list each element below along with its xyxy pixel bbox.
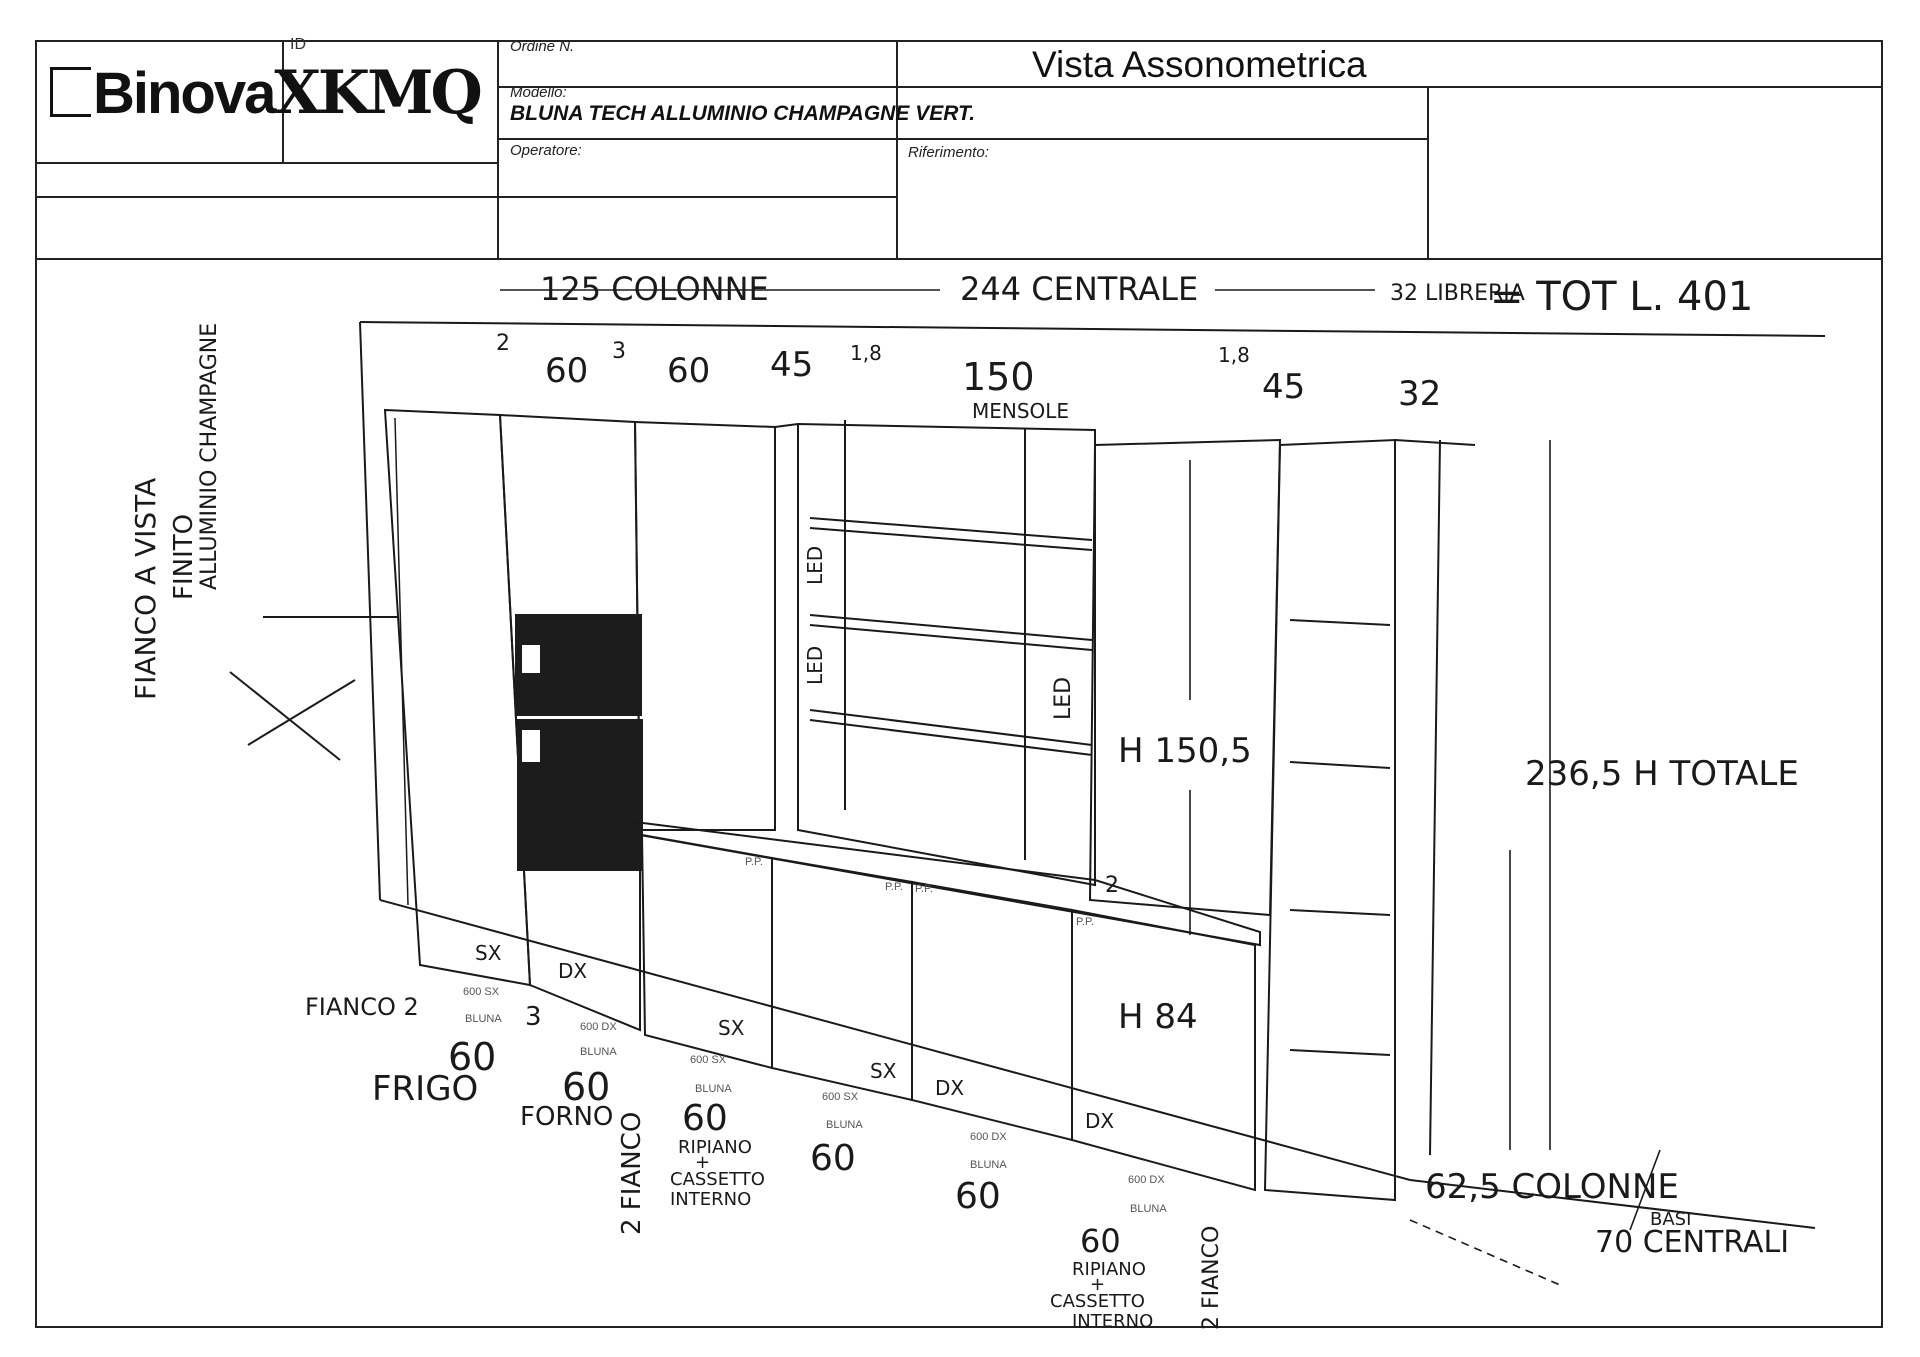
tag-pp-4: P.P.	[1076, 916, 1094, 928]
led-label-3: LED	[1051, 676, 1076, 720]
dim-1-8b: 1,8	[1218, 343, 1250, 367]
bookcase-width-label: 32 LIBRERIA	[1390, 281, 1525, 306]
base-worktop	[635, 822, 1260, 945]
frigo-label: FRIGO	[372, 1069, 479, 1109]
shelf-3	[810, 710, 1092, 745]
forno-label: FORNO	[520, 1102, 614, 1132]
id-label: ID	[290, 36, 306, 53]
tag-600dx-1: 600 DX	[580, 1021, 617, 1033]
hinge-sx-3: SX	[870, 1059, 897, 1083]
base-height-label: H 84	[1118, 997, 1198, 1037]
fianco-end-label: 2 FIANCO	[1199, 1225, 1224, 1330]
tag-bluna-4: BLUNA	[826, 1119, 863, 1131]
tag-600sx-2: 600 SX	[690, 1054, 727, 1066]
depth-bases-label-a: BASI	[1650, 1209, 1692, 1230]
fianco-2-vertical: 2 FIANCO	[617, 1111, 647, 1235]
dim-32: 32	[1398, 374, 1442, 414]
reference-label: Riferimento:	[908, 144, 989, 161]
base4-note-a: RIPIANO	[1072, 1259, 1146, 1280]
brand-logo: BinovaXKMQ	[50, 58, 480, 128]
base4-width: 60	[1080, 1222, 1121, 1260]
dim-60b: 60	[667, 351, 711, 391]
open-shelf-frame	[798, 424, 1095, 885]
dim-1-8a: 1,8	[850, 341, 882, 365]
tag-bluna-1: BLUNA	[465, 1013, 502, 1025]
tag-600dx-3: 600 DX	[1128, 1174, 1165, 1186]
base1-note-c: CASSETTO	[670, 1169, 765, 1190]
total-length-label: = TOT L. 401	[1490, 274, 1754, 320]
fianco-label: FIANCO 2	[305, 993, 419, 1021]
model-label: Modello:	[510, 84, 567, 101]
hinge-dx-1: DX	[558, 959, 588, 983]
shelf-1	[810, 518, 1092, 540]
tag-600sx-1: 600 SX	[463, 986, 500, 998]
columns-width-label: 125 COLONNE	[540, 270, 769, 308]
gap-2-label: 2	[1105, 873, 1119, 898]
base4-note-d: INTERNO	[1072, 1311, 1154, 1332]
base2-width: 60	[810, 1138, 856, 1179]
base-cabinet-3	[912, 882, 1072, 1140]
base-cabinet-4	[1072, 910, 1255, 1190]
led-label-1: LED	[803, 545, 827, 585]
base-cabinet-1	[642, 835, 772, 1068]
hinge-dx-4: DX	[1085, 1109, 1115, 1133]
dim-60a: 60	[545, 351, 589, 391]
total-height-label: 236,5 H TOTALE	[1525, 754, 1799, 794]
base1-width: 60	[682, 1098, 728, 1139]
tag-bluna-3: BLUNA	[695, 1083, 732, 1095]
base1-note-d: INTERNO	[670, 1189, 752, 1210]
led-label-2: LED	[803, 645, 827, 685]
hinge-sx-1: SX	[475, 941, 502, 965]
tag-pp-2: P.P.	[885, 881, 903, 893]
base4-note-b: +	[1090, 1274, 1106, 1295]
upper-right-cabinet	[1090, 440, 1280, 915]
tag-600dx-2: 600 DX	[970, 1131, 1007, 1143]
depth-bases-label-b: 70 CENTRALI	[1595, 1225, 1790, 1260]
frigo-width: 60	[448, 1035, 497, 1079]
shelves-label: MENSOLE	[972, 399, 1070, 423]
fridge-column	[385, 410, 530, 985]
base1-note-b: +	[695, 1152, 711, 1173]
base4-note-c: CASSETTO	[1050, 1291, 1145, 1312]
tag-bluna-6: BLUNA	[1130, 1203, 1167, 1215]
tag-pp-1: P.P.	[745, 856, 763, 868]
wall-left-edge	[360, 322, 380, 900]
depth-columns-label: 62,5 COLONNE	[1425, 1167, 1679, 1207]
upper-height-label: H 150,5	[1118, 731, 1252, 771]
dim-150: 150	[962, 355, 1035, 399]
hinge-sx-2: SX	[718, 1016, 745, 1040]
side-note-1: FIANCO A VISTA	[129, 477, 162, 700]
tag-600sx-3: 600 SX	[822, 1091, 859, 1103]
side-note-2: FINITO	[169, 513, 199, 600]
base1-note-a: RIPIANO	[678, 1137, 752, 1158]
view-title: Vista Assonometrica	[1032, 44, 1367, 85]
shelf-2	[810, 615, 1092, 640]
bookcase	[1265, 440, 1395, 1200]
tag-bluna-5: BLUNA	[970, 1159, 1007, 1171]
order-label: Ordine N.	[510, 38, 575, 55]
dim-45b: 45	[1262, 367, 1306, 407]
operator-label: Operatore:	[510, 142, 582, 159]
dim-45a: 45	[770, 345, 814, 385]
tag-pp-3: P.P.	[915, 883, 933, 895]
side-note-3: ALLUMINIO CHAMPAGNE	[197, 322, 222, 590]
dim-2: 2	[496, 331, 510, 356]
dim-3-fianco: 3	[525, 1002, 542, 1032]
wall-top-edge	[360, 322, 1825, 336]
hinge-dx-3: DX	[935, 1076, 965, 1100]
central-width-label: 244 CENTRALE	[960, 270, 1199, 308]
model-value: BLUNA TECH ALLUMINIO CHAMPAGNE VERT.	[510, 102, 976, 125]
forno-width: 60	[562, 1065, 611, 1109]
tall-column-3	[635, 422, 775, 830]
dim-3: 3	[612, 339, 626, 364]
tag-bluna-2: BLUNA	[580, 1046, 617, 1058]
base3-width: 60	[955, 1176, 1001, 1217]
